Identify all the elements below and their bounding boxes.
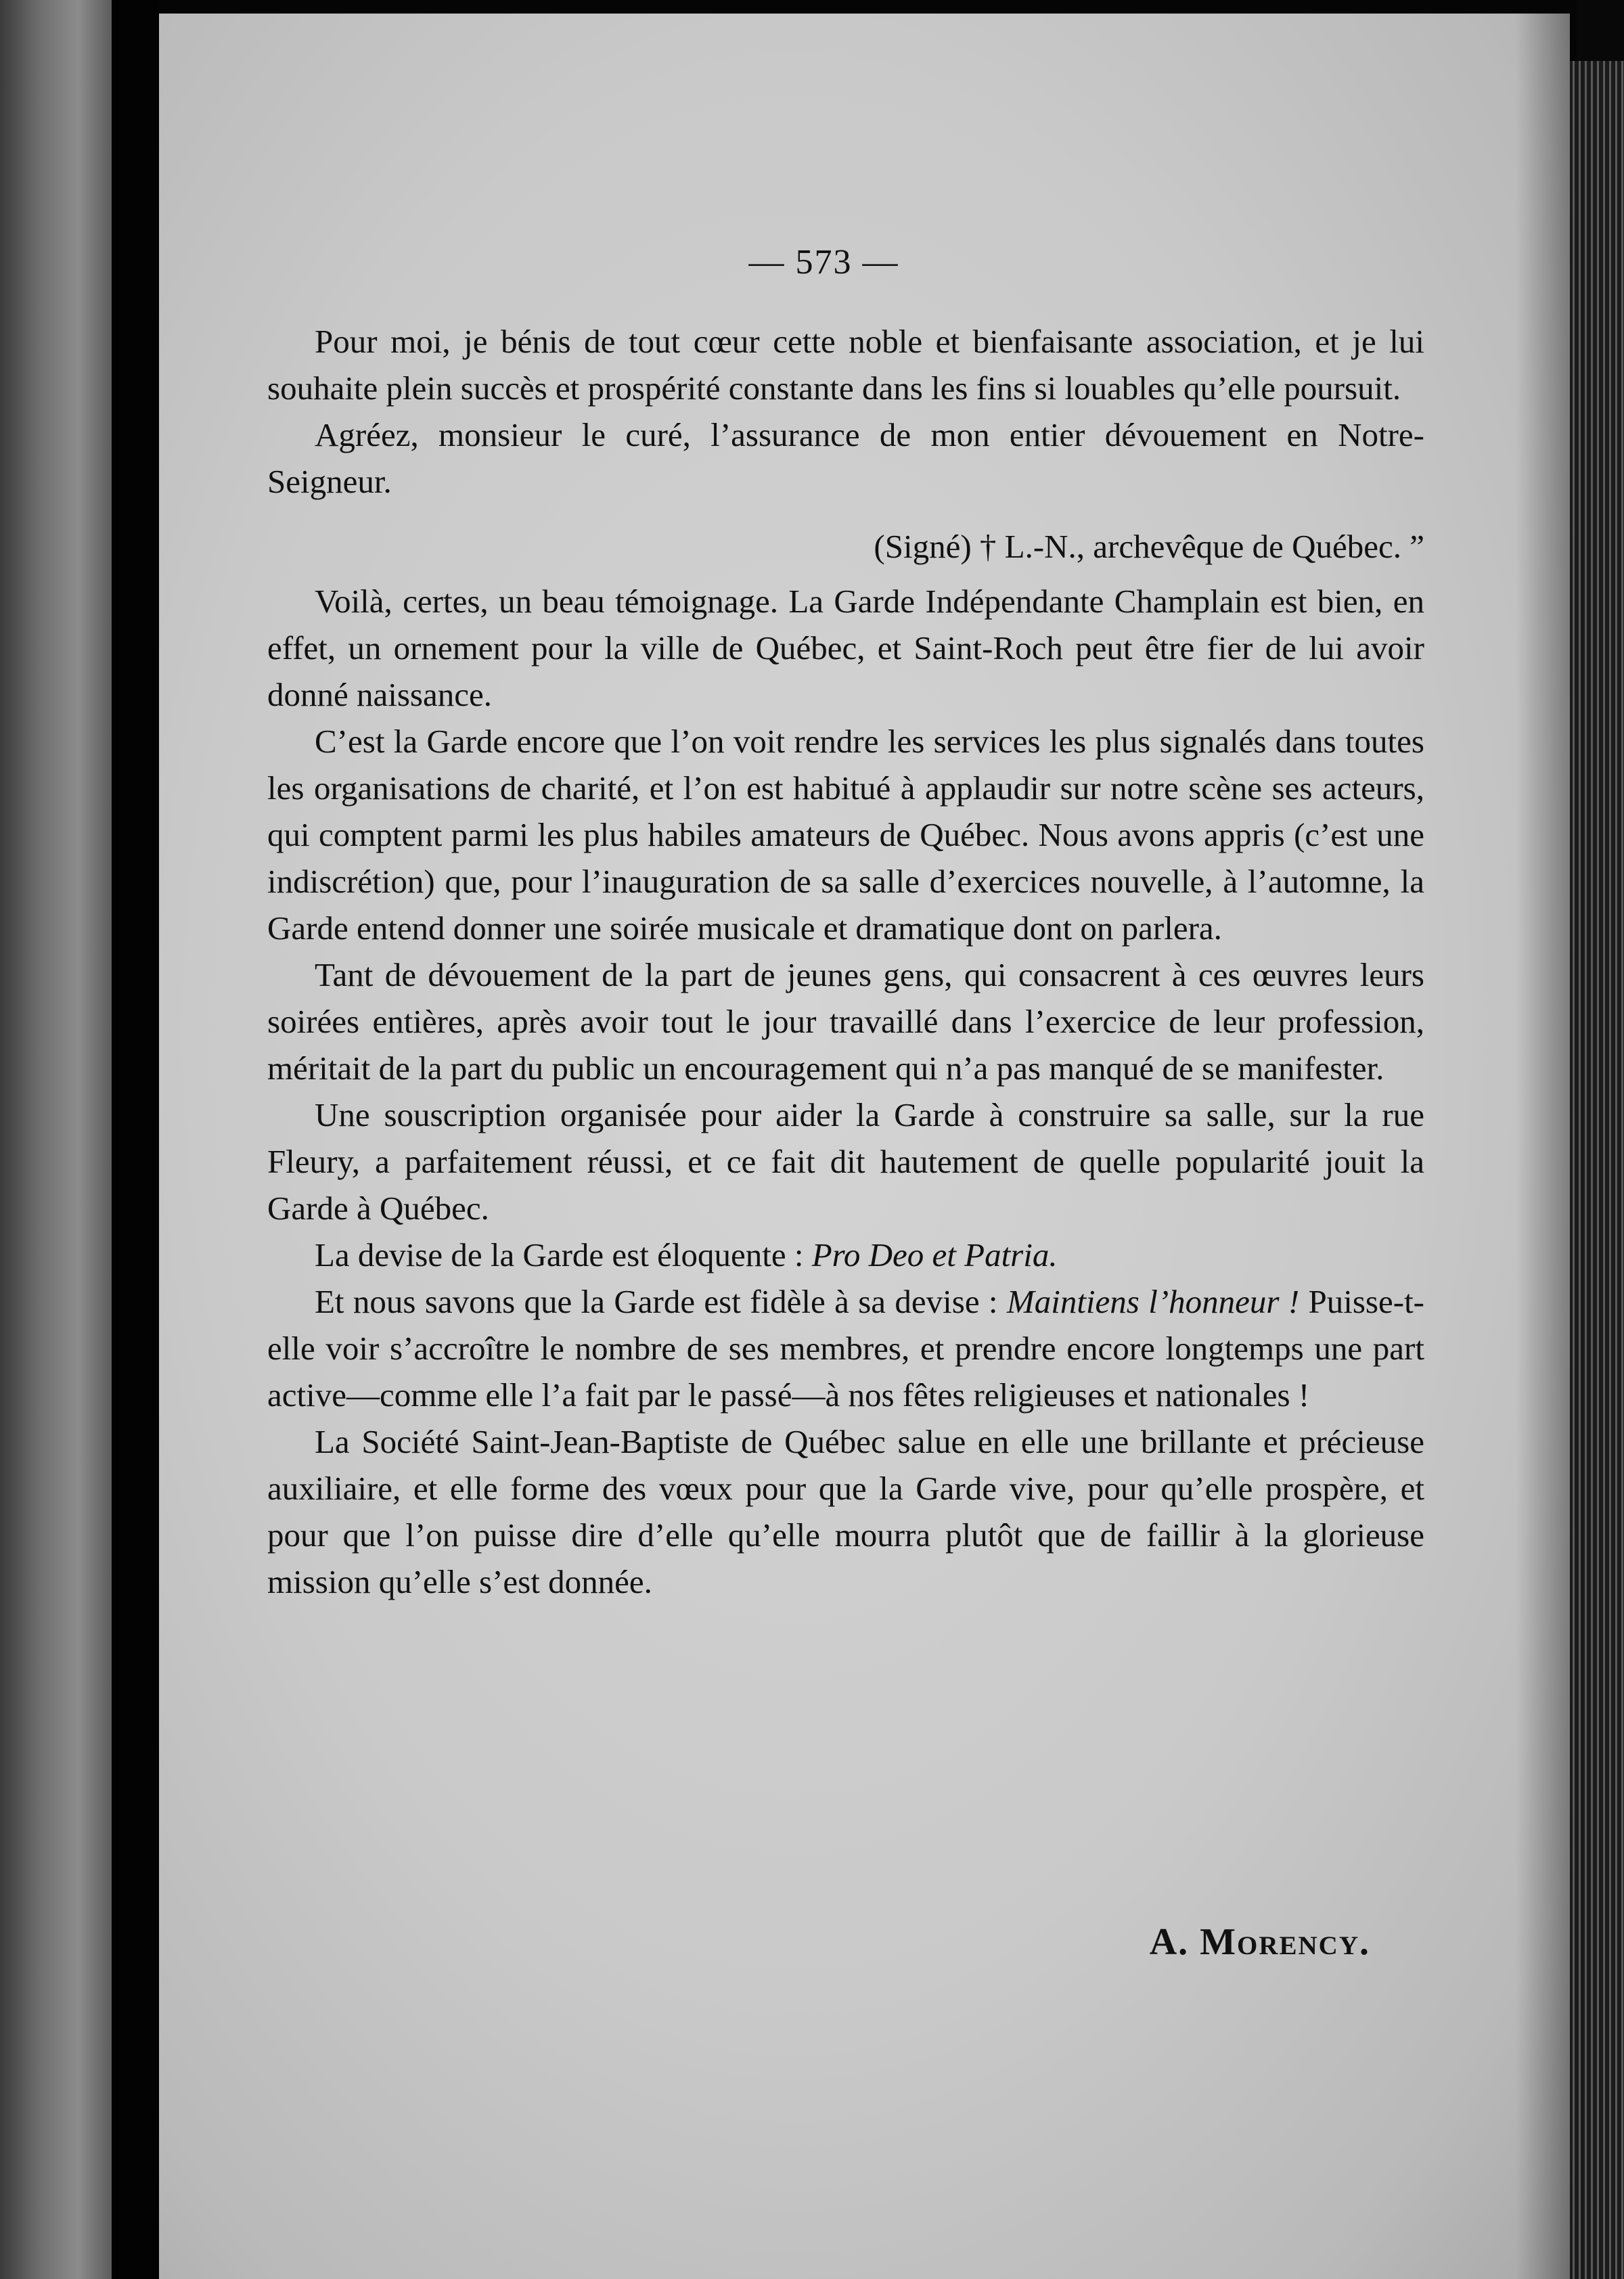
motto-latin: Pro Deo et Patria. <box>811 1236 1058 1273</box>
letter-paragraph-1: Pour moi, je bénis de tout cœur cette noble et bienfaisante association, et je lui souhaite plein succès et prospérité constante dans les fins si louables qu’elle poursuit. <box>267 323 1424 407</box>
paragraph-services: C’est la Garde encore que l’on voit rendre les services les plus signalés dans toutes les organisations de charité, et l’on est habitué à applaudir sur notre scène ses acteurs, qui comptent parmi les plus habiles amateurs de Québec. Nous avons appris (c’est une indiscrétion) que, pour l’inauguration de sa salle d’exercices nouvelle, à l’automne, la Garde entend donner une soirée musicale et dramatique dont on parlera. <box>267 723 1424 947</box>
previous-page-edge <box>0 0 112 2279</box>
author-signature: A. Morency. <box>1149 1921 1370 1963</box>
paragraph-motto <box>267 1232 1424 1278</box>
page-number: — 573 — <box>748 243 899 281</box>
binding-gutter <box>112 0 159 2279</box>
letter-paragraph-2: Agréez, monsieur le curé, l’assurance de mon entier dévouement en Notre-Seigneur. <box>267 416 1424 500</box>
paragraph-honour <box>267 1278 1424 1418</box>
page-shading <box>1516 14 1570 2279</box>
paragraph-subscription: Une souscription organisée pour aider la Garde à construire sa salle, sur la rue Fleury, a parfaitement réussi, et ce fait dit hautement de quelle popularité jouit la Garde à Québec. <box>267 1096 1424 1227</box>
paragraph-society: La Société Saint-Jean-Baptiste de Québec salue en elle une brillante et précieuse auxiliaire, et elle forme des vœux pour que la Garde vive, pour qu’elle prospère, et pour que l’on puisse dire d’elle qu’elle mourra plutôt que de faillir à la glorieuse mission qu’elle s’est donnée. <box>267 1423 1424 1600</box>
honour-lead: Et nous savons que la Garde est fidèle à sa devise : <box>315 1283 1007 1320</box>
honour-motto: Maintiens l’honneur ! <box>1006 1283 1300 1320</box>
honour-rest: Puisse-t-elle voir s’accroître le nombre de ses membres, et prendre encore longtemps une part active—comme elle l’a fait par le passé—à nos fêtes religieuses et nationales ! <box>267 1283 1424 1414</box>
page-body <box>267 318 1424 1605</box>
book-page <box>159 14 1570 2279</box>
paragraph-testimony: Voilà, certes, un beau témoignage. La Garde Indépendante Champlain est bien, en effet, un ornement pour la ville de Québec, et Saint-Roch peut être fier de lui avoir donné naissance. <box>267 583 1424 713</box>
paragraph-devotion: Tant de dévouement de la part de jeunes gens, qui consacrent à ces œuvres leurs soirées entières, après avoir tout le jour travaillé dans l’exercice de leur profession, méritait de la part du public un encouragement qui n’a pas manqué de se manifester. <box>267 956 1424 1087</box>
letter-signature: (Signé) † L.-N., archevêque de Québec. ” <box>874 528 1424 565</box>
motto-lead: La devise de la Garde est éloquente : <box>315 1236 812 1273</box>
